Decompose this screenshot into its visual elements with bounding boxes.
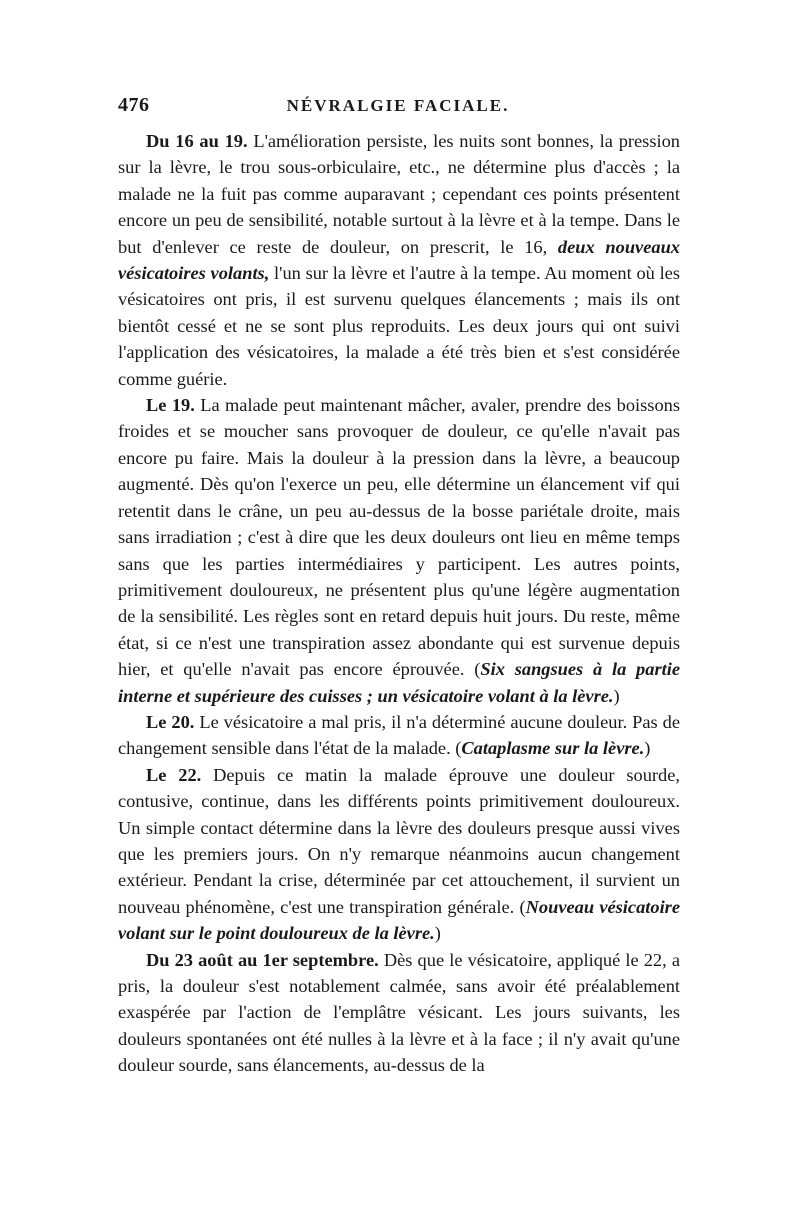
page-number: 476 — [118, 94, 150, 116]
paragraph-emphasis: Six sangsues à la partie interne et supérieure des cuisses ; un vésicatoire volant à la lèvre. — [118, 659, 680, 706]
paragraph-text: Depuis ce matin la malade éprouve une douleur sourde, contusive, continue, dans les différents points primitivement douloureux. Un simple contact détermine dans la lèvre des douleurs presque aussi vives que les premiers jours. On n'y remarque néanmoins aucun changement extérieur. Pendant la crise, déterminée par cet attouchement, il survient un nouveau phénomène, c'est une transpiration générale. ( — [118, 764, 680, 917]
paragraph — [118, 709, 680, 762]
paragraph-text: Dès que le vésicatoire, appliqué le 22, a pris, la douleur s'est notablement calmée, sans avoir été préalablement exaspérée par l'action de l'emplâtre vésicant. Les jours suivants, les douleurs spontanées ont été nulles à la lèvre et à la face ; il n'y avait qu'une douleur sourde, sans élancements, au-dessus de la — [118, 949, 680, 1076]
paragraph-tail: ) — [613, 685, 620, 706]
paragraph-lead: Du 23 août au 1er septembre. — [146, 949, 379, 970]
paragraph — [118, 947, 680, 1079]
paragraph — [118, 762, 680, 947]
paragraph-emphasis: Cataplasme sur la lèvre. — [461, 738, 645, 759]
paragraph-emphasis: deux nouveaux vésicatoires volants, — [118, 236, 680, 284]
paragraph-lead: Le 19. — [146, 395, 195, 416]
paragraph-tail: ) — [434, 923, 441, 944]
paragraph-lead: Le 22. — [146, 764, 202, 785]
paragraph-emphasis: Nouveau vésicatoire volant sur le point douloureux de la lèvre. — [118, 896, 680, 944]
paragraph — [118, 392, 680, 709]
paragraph-lead: Du 16 au 19. — [146, 131, 248, 151]
paragraph-tail: ) — [644, 738, 651, 759]
paragraph-lead: Le 20. — [146, 711, 195, 732]
running-title: NÉVRALGIE FACIALE. — [286, 96, 510, 115]
paragraph-tail: l'un sur la lèvre et l'autre à la tempe. Au moment où les vésicatoires ont pris, il est survenu quelques élancements ; mais ils ont bientôt cessé et ne se sont plus reproduits. Les deux jours qui ont suivi l'application des vésicatoires, la malade a été très bien et s'est considérée comme guérie. — [118, 263, 680, 389]
paragraph — [118, 128, 680, 392]
page-header — [118, 94, 678, 124]
body-text — [118, 128, 680, 1079]
paragraph-text: La malade peut maintenant mâcher, avaler, prendre des boissons froides et se moucher sans provoquer de douleur, ce qu'elle n'avait pas encore pu faire. Mais la douleur à la pression dans la lèvre, a beaucoup augmenté. Dès qu'on l'exerce un peu, elle détermine un élancement vif qui retentit dans le crâne, un peu au-dessus de la bosse pariétale droite, mais sans irradiation ; c'est à dire que les deux douleurs ont lieu en même temps sans que les parties intermédiaires y participent. Les autres points, primitivement douloureux, ne présentent plus qu'une légère augmentation de la sensibilité. Les règles sont en retard depuis huit jours. Du reste, même état, si ce n'est une transpiration assez abondante qui est survenue depuis hier, et qu'elle n'avait pas encore éprouvée. ( — [118, 395, 681, 680]
paragraph-text: L'amélioration persiste, les nuits sont bonnes, la pression sur la lèvre, le trou sous-orbiculaire, etc., ne détermine plus d'accès ; la malade ne la fuit pas comme auparavant ; cependant ces points présentent encore un peu de sensibilité, notable surtout à la lèvre et à la tempe. Dans le but d'enlever ce reste de douleur, on prescrit, le 16, — [118, 131, 680, 257]
paragraph-text: Le vésicatoire a mal pris, il n'a déterminé aucune douleur. Pas de changement sensible dans l'état de la malade. ( — [118, 711, 680, 759]
